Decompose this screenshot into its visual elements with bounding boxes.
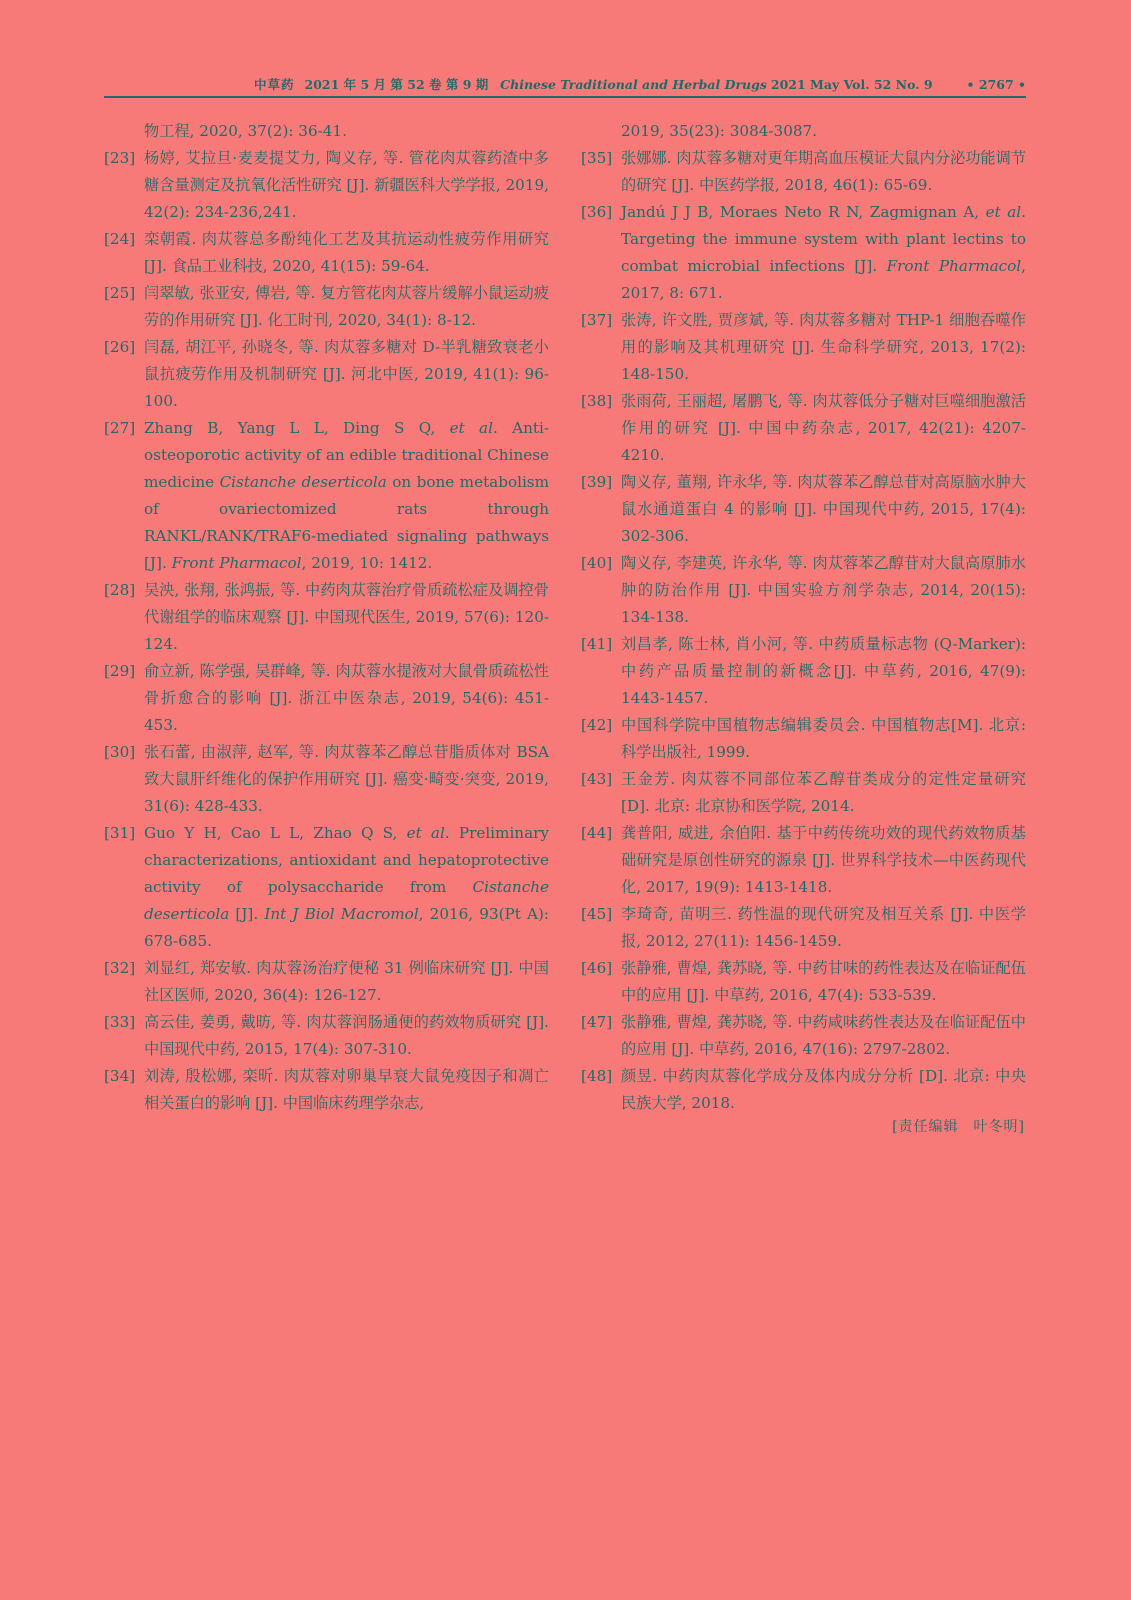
issue-en: 2021 May Vol. 52 No. 9 — [770, 77, 933, 92]
reference-item: [42] 中国科学院中国植物志编辑委员会. 中国植物志[M]. 北京: 科学出版社, 1999. — [581, 716, 1026, 761]
journal-en-title: Chinese Traditional and Herbal Drugs — [500, 77, 767, 92]
reference-item: [41] 刘昌孝, 陈士林, 肖小河, 等. 中药质量标志物 (Q-Marker): 中药产品质量控制的新概念[J]. 中草药, 2016, 47(9): 1443-1457. — [581, 635, 1026, 707]
reference-item: [35] 张娜娜. 肉苁蓉多糖对更年期高血压模证大鼠内分泌功能调节的研究 [J]. 中医药学报, 2018, 46(1): 65-69. — [581, 149, 1026, 194]
reference-item: [30] 张石蕾, 由淑萍, 赵军, 等. 肉苁蓉苯乙醇总苷脂质体对 BSA 致大鼠肝纤维化的保护作用研究 [J]. 癌变·畸变·突变, 2019, 31(6): 428-433. — [104, 743, 549, 815]
reference-item: [45] 李琦奇, 苗明三. 药性温的现代研究及相互关系 [J]. 中医学报, 2012, 27(11): 1456-1459. — [581, 905, 1026, 950]
reference-item: [31] Guo Y H, Cao L L, Zhao Q S, et al. Preliminary characterizations, antioxidant and hepatoprotective activity of polysaccharide from Cistanche deserticola [J]. Int J Biol Macromol, 2016, 93(Pt A): 678-685. — [104, 824, 550, 950]
reference-item: [28] 吴泱, 张翔, 张鸿振, 等. 中药肉苁蓉治疗骨质疏松症及调控骨代谢组学的临床观察 [J]. 中国现代医生, 2019, 57(6): 120-124. — [104, 581, 549, 653]
reference-item: [25] 闫翠敏, 张亚安, 傅岩, 等. 复方管花肉苁蓉片缓解小鼠运动疲劳的作用研究 [J]. 化工时刊, 2020, 34(1): 8-12. — [104, 284, 549, 329]
reference-item: [44] 龚普阳, 威进, 余伯阳. 基于中药传统功效的现代药效物质基础研究是原创性研究的源泉 [J]. 世界科学技术—中医药现代化, 2017, 19(9): 1413-1418. — [581, 824, 1026, 896]
reference-column-left — [104, 118, 549, 1117]
reference-item: [32] 刘显红, 郑安敏. 肉苁蓉汤治疗便秘 31 例临床研究 [J]. 中国社区医师, 2020, 36(4): 126-127. — [104, 959, 549, 1004]
journal-cn-title: 中草药 — [254, 77, 295, 92]
reference-continuation: 2019, 35(23): 3084-3087. — [621, 122, 818, 140]
reference-item: [38] 张雨荷, 王丽超, 屠鹏飞, 等. 肉苁蓉低分子糖对巨噬细胞激活作用的研究 [J]. 中国中药杂志, 2017, 42(21): 4207-4210. — [581, 392, 1026, 464]
reference-item: [29] 俞立新, 陈学强, 吴群峰, 等. 肉苁蓉水提液对大鼠骨质疏松性骨折愈合的影响 [J]. 浙江中医杂志, 2019, 54(6): 451-453. — [104, 662, 549, 734]
responsible-editor: [责任编辑 叶冬明] — [892, 1119, 1025, 1135]
reference-column-right — [581, 118, 1026, 1117]
reference-item: [43] 王金芳. 肉苁蓉不同部位苯乙醇苷类成分的定性定量研究 [D]. 北京: 北京协和医学院, 2014. — [581, 770, 1026, 815]
running-header — [104, 74, 1026, 98]
reference-item: [39] 陶义存, 董翔, 许永华, 等. 肉苁蓉苯乙醇总苷对高原脑水肿大鼠水通道蛋白 4 的影响 [J]. 中国现代中药, 2015, 17(4): 302-306. — [581, 473, 1026, 545]
reference-item: [37] 张涛, 许文胜, 贾彦斌, 等. 肉苁蓉多糖对 THP-1 细胞吞噬作用的影响及其机理研究 [J]. 生命科学研究, 2013, 17(2): 148-150. — [581, 311, 1026, 383]
reference-item: [33] 高云佳, 姜勇, 戴昉, 等. 肉苁蓉润肠通便的药效物质研究 [J]. 中国现代中药, 2015, 17(4): 307-310. — [104, 1013, 549, 1058]
reference-item: [40] 陶义存, 李建英, 许永华, 等. 肉苁蓉苯乙醇苷对大鼠高原肺水肿的防治作用 [J]. 中国实验方剂学杂志, 2014, 20(15): 134-138. — [581, 554, 1026, 626]
page-number: • 2767 • — [966, 77, 1026, 92]
reference-item: [36] Jandú J J B, Moraes Neto R N, Zagmignan A, et al. Targeting the immune system with plant lectins to combat microbial infections [J]. Front Pharmacol, 2017, 8: 671. — [581, 203, 1026, 302]
reference-item: [24] 栾朝霞. 肉苁蓉总多酚纯化工艺及其抗运动性疲劳作用研究 [J]. 食品工业科技, 2020, 41(15): 59-64. — [104, 230, 549, 275]
reference-continuation: 物工程, 2020, 37(2): 36-41. — [144, 122, 347, 140]
reference-item: [27] Zhang B, Yang L L, Ding S Q, et al. Anti-osteoporotic activity of an edible traditional Chinese medicine Cistanche deserticola on bone metabolism of ovariectomized rats through RANKL/RANK/TRAF6-mediated signaling pathways [J]. Front Pharmacol, 2019, 10: 1412. — [104, 419, 550, 572]
issue-cn: 2021 年 5 月 第 52 卷 第 9 期 — [304, 77, 489, 92]
header-left — [254, 74, 933, 96]
reference-item: [46] 张静雅, 曹煌, 龚苏晓, 等. 中药甘味的药性表达及在临证配伍中的应用 [J]. 中草药, 2016, 47(4): 533-539. — [581, 959, 1026, 1004]
reference-item: [48] 颜昱. 中药肉苁蓉化学成分及体内成分分析 [D]. 北京: 中央民族大学, 2018. — [581, 1067, 1026, 1112]
reference-item: [34] 刘涛, 殷松娜, 栾昕. 肉苁蓉对卵巢早衰大鼠免疫因子和凋亡相关蛋白的影响 [J]. 中国临床药理学杂志, — [104, 1067, 549, 1112]
reference-item: [23] 杨婷, 艾拉旦·麦麦提艾力, 陶义存, 等. 管花肉苁蓉药渣中多糖含量测定及抗氧化活性研究 [J]. 新疆医科大学学报, 2019, 42(2): 234-236,241. — [104, 149, 549, 221]
reference-item: [26] 闫磊, 胡江平, 孙晓冬, 等. 肉苁蓉多糖对 D-半乳糖致衰老小鼠抗疲劳作用及机制研究 [J]. 河北中医, 2019, 41(1): 96-100. — [104, 338, 549, 410]
reference-item: [47] 张静雅, 曹煌, 龚苏晓, 等. 中药咸味药性表达及在临证配伍中的应用 [J]. 中草药, 2016, 47(16): 2797-2802. — [581, 1013, 1026, 1058]
